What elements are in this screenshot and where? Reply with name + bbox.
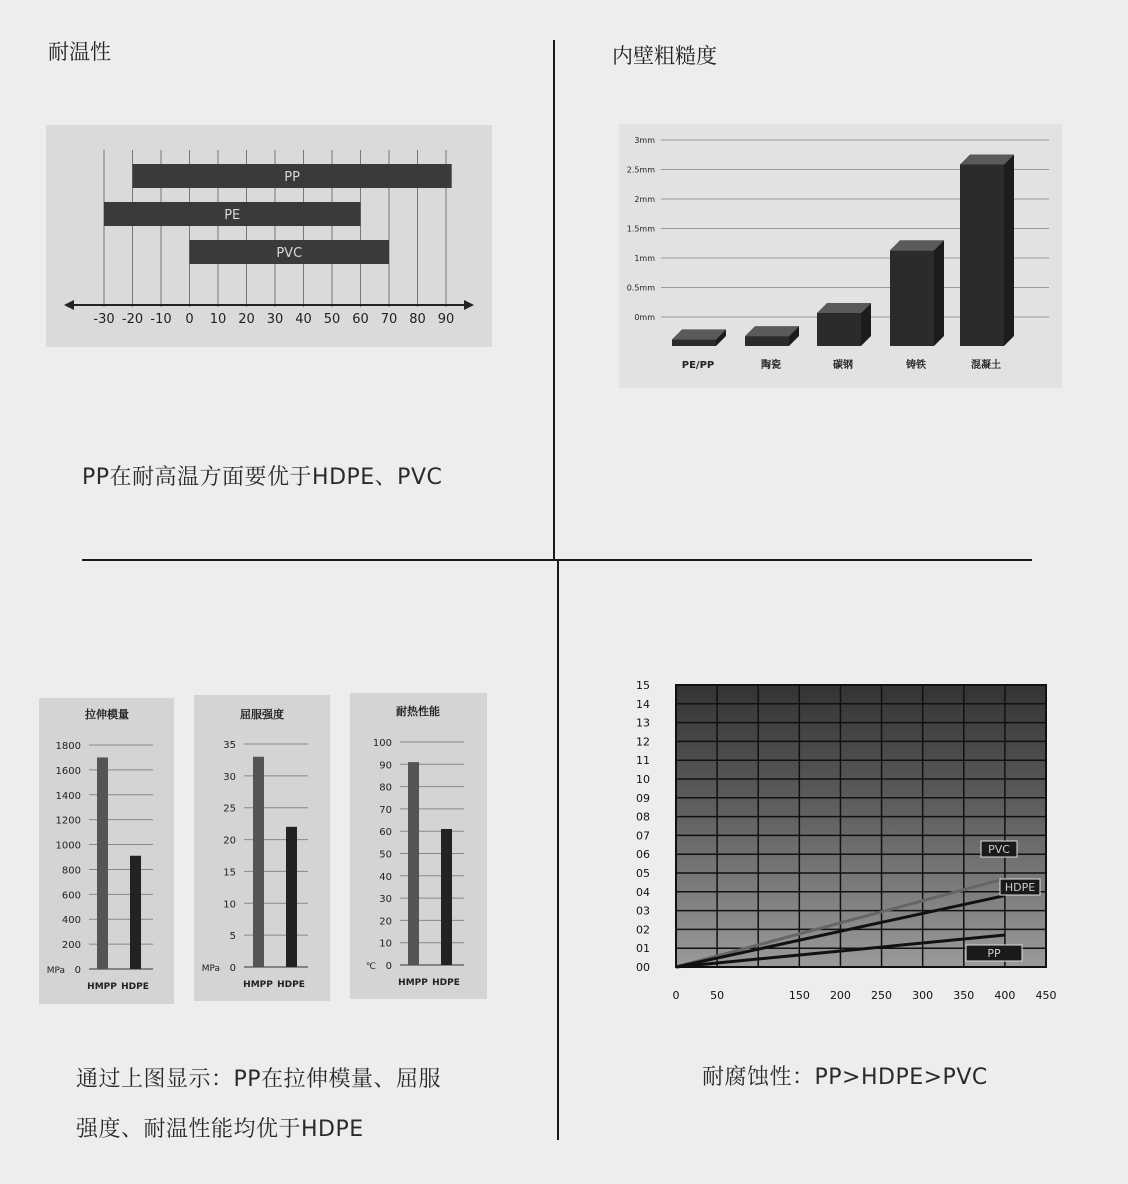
x-tick-label: 70 xyxy=(380,312,398,327)
roughness-bar xyxy=(672,339,716,346)
x-tick-label: 10 xyxy=(209,312,227,327)
x-tick-label: -30 xyxy=(93,312,115,327)
x-tick-label: -20 xyxy=(121,312,144,327)
category-label: 碳钢 xyxy=(833,360,853,371)
x-tick-label: 0 xyxy=(185,312,194,327)
y-tick-label: 15 xyxy=(636,679,650,692)
bar-hdpe xyxy=(441,829,452,965)
x-tick-label: 200 xyxy=(829,989,851,1002)
y-tick-label: 80 xyxy=(379,782,392,794)
category-label: 陶瓷 xyxy=(761,360,781,371)
y-tick-label: 08 xyxy=(636,810,650,824)
y-tick-label: 5 xyxy=(229,931,236,943)
x-tick-label: 350 xyxy=(953,989,975,1002)
y-tick-label: 0.5mm xyxy=(626,283,655,293)
x-tick-label: 80 xyxy=(409,312,426,327)
mechanical-caption-line2: 强度、耐温性能均优于HDPE xyxy=(76,1117,364,1142)
heat-resist-chart-panel xyxy=(350,693,487,999)
chart-title: 耐热性能 xyxy=(396,705,440,718)
mechanical-caption-line1: 通过上图显示：PP在拉伸模量、屈服 xyxy=(76,1067,442,1092)
y-tick-label: 70 xyxy=(379,804,392,816)
range-bar-label: PVC xyxy=(276,246,303,261)
y-tick-label: 1.5mm xyxy=(626,224,655,234)
y-tick-label: 40 xyxy=(379,871,392,883)
roughness-bar xyxy=(960,165,1004,347)
y-tick-label: 0 xyxy=(74,965,81,976)
unit-label: ℃ xyxy=(365,962,376,972)
y-tick-label: 14 xyxy=(636,697,650,711)
bar-hdpe xyxy=(286,827,297,967)
y-tick-label: 13 xyxy=(636,716,650,730)
y-tick-label: 10 xyxy=(223,899,236,911)
tensile-modulus-chart xyxy=(39,698,174,1004)
heat-caption: PP在耐高温方面要优于HDPE、PVC xyxy=(82,465,443,490)
y-tick-label: 0 xyxy=(229,963,236,974)
y-tick-label: 12 xyxy=(636,735,650,749)
y-tick-label: 1200 xyxy=(55,815,81,827)
roughness-section-title: 内壁粗糙度 xyxy=(612,44,717,68)
y-tick-label: 1600 xyxy=(55,765,81,777)
x-tick-label: 300 xyxy=(912,989,934,1002)
bar-hmpp xyxy=(97,757,108,969)
x-tick-label: 450 xyxy=(1035,989,1057,1002)
y-tick-label: 10 xyxy=(636,773,650,786)
category-label: 铸铁 xyxy=(906,360,926,371)
category-label: HDPE xyxy=(121,982,149,992)
y-tick-label: 2mm xyxy=(634,195,655,204)
corrosion-chart xyxy=(626,675,1086,1015)
roughness-chart xyxy=(619,124,1062,388)
y-tick-label: 30 xyxy=(379,894,392,906)
bar-side-face xyxy=(1004,155,1014,347)
y-tick-label: 30 xyxy=(223,771,236,783)
bar-hdpe xyxy=(130,856,141,969)
category-label: 混凝土 xyxy=(971,360,1001,371)
bar-hmpp xyxy=(253,757,264,967)
y-tick-label: 1800 xyxy=(55,741,81,752)
series-label: PP xyxy=(987,947,1001,960)
y-tick-label: 35 xyxy=(223,740,236,751)
y-tick-label: 0 xyxy=(385,961,392,972)
y-tick-label: 20 xyxy=(223,835,236,847)
temperature-chart xyxy=(46,125,492,347)
tensile-chart-panel xyxy=(39,698,174,1004)
series-label: PVC xyxy=(988,843,1010,856)
y-tick-label: 02 xyxy=(636,923,650,937)
roughness-chart-panel xyxy=(619,124,1062,388)
y-tick-label: 04 xyxy=(636,885,650,899)
axis-arrow-left-icon xyxy=(64,300,74,310)
x-tick-label: -10 xyxy=(150,312,172,327)
category-label: HMPP xyxy=(87,982,117,992)
corrosion-chart-panel xyxy=(626,675,1086,1015)
category-label: HMPP xyxy=(243,980,273,990)
y-tick-label: 00 xyxy=(636,961,650,974)
y-tick-label: 09 xyxy=(636,791,650,805)
roughness-bar xyxy=(817,313,861,346)
y-tick-label: 15 xyxy=(223,867,236,879)
y-tick-label: 200 xyxy=(61,940,81,952)
y-tick-label: 25 xyxy=(223,803,236,815)
y-tick-label: 1mm xyxy=(634,254,655,263)
x-tick-label: 250 xyxy=(871,989,893,1002)
x-tick-label: 90 xyxy=(437,312,455,327)
unit-label: MPa xyxy=(201,964,220,974)
y-tick-label: 50 xyxy=(379,849,392,861)
y-tick-label: 05 xyxy=(636,867,650,880)
x-tick-label: 30 xyxy=(266,312,284,327)
x-tick-label: 0 xyxy=(672,989,680,1002)
y-tick-label: 2.5mm xyxy=(626,165,655,175)
series-label: HDPE xyxy=(1004,881,1036,894)
range-bar-label: PP xyxy=(284,170,300,185)
x-tick-label: 400 xyxy=(994,989,1016,1002)
x-tick-label: 40 xyxy=(295,312,312,327)
corrosion-caption: 耐腐蚀性：PP>HDPE>PVC xyxy=(702,1065,988,1090)
heat-resistance-chart xyxy=(350,693,487,999)
y-tick-label: 06 xyxy=(636,848,650,862)
heat-section-title: 耐温性 xyxy=(48,40,111,64)
x-tick-label: 20 xyxy=(238,312,255,327)
y-tick-label: 10 xyxy=(379,938,392,950)
x-tick-label: 150 xyxy=(788,989,810,1002)
x-tick-label: 50 xyxy=(710,989,725,1002)
temperature-chart-panel xyxy=(46,125,492,347)
y-tick-label: 1000 xyxy=(55,840,81,852)
y-tick-label: 0mm xyxy=(634,313,655,322)
chart-title: 屈服强度 xyxy=(240,708,284,721)
category-label: HDPE xyxy=(432,978,460,988)
y-tick-label: 01 xyxy=(636,942,650,956)
vertical-divider-bottom xyxy=(557,560,559,1140)
y-tick-label: 1400 xyxy=(55,790,81,802)
bar-side-face xyxy=(934,240,944,346)
vertical-divider-top xyxy=(553,40,555,560)
y-tick-label: 90 xyxy=(379,760,392,772)
axis-arrow-right-icon xyxy=(464,300,474,310)
y-tick-label: 07 xyxy=(636,829,650,843)
x-tick-label: 60 xyxy=(352,312,369,327)
chart-title: 拉伸模量 xyxy=(85,708,129,721)
y-tick-label: 400 xyxy=(61,915,81,927)
y-tick-label: 60 xyxy=(379,827,392,839)
plot-area xyxy=(676,685,1046,967)
y-tick-label: 800 xyxy=(61,865,81,877)
roughness-bar xyxy=(890,250,934,346)
category-label: HMPP xyxy=(398,978,428,988)
yield-chart-panel xyxy=(194,695,330,1001)
bar-hmpp xyxy=(408,762,419,965)
y-tick-label: 100 xyxy=(372,738,392,749)
y-tick-label: 03 xyxy=(636,904,650,918)
range-bar-label: PE xyxy=(224,208,241,223)
y-tick-label: 20 xyxy=(379,916,392,928)
y-tick-label: 11 xyxy=(636,754,650,768)
unit-label: MPa xyxy=(46,966,65,976)
category-label: PE/PP xyxy=(681,360,715,371)
horizontal-divider xyxy=(82,559,1032,561)
yield-strength-chart xyxy=(194,695,330,1001)
y-tick-label: 3mm xyxy=(634,136,655,145)
x-tick-label: 50 xyxy=(323,312,341,327)
roughness-bar xyxy=(745,336,789,346)
category-label: HDPE xyxy=(277,980,305,990)
y-tick-label: 600 xyxy=(61,890,81,902)
